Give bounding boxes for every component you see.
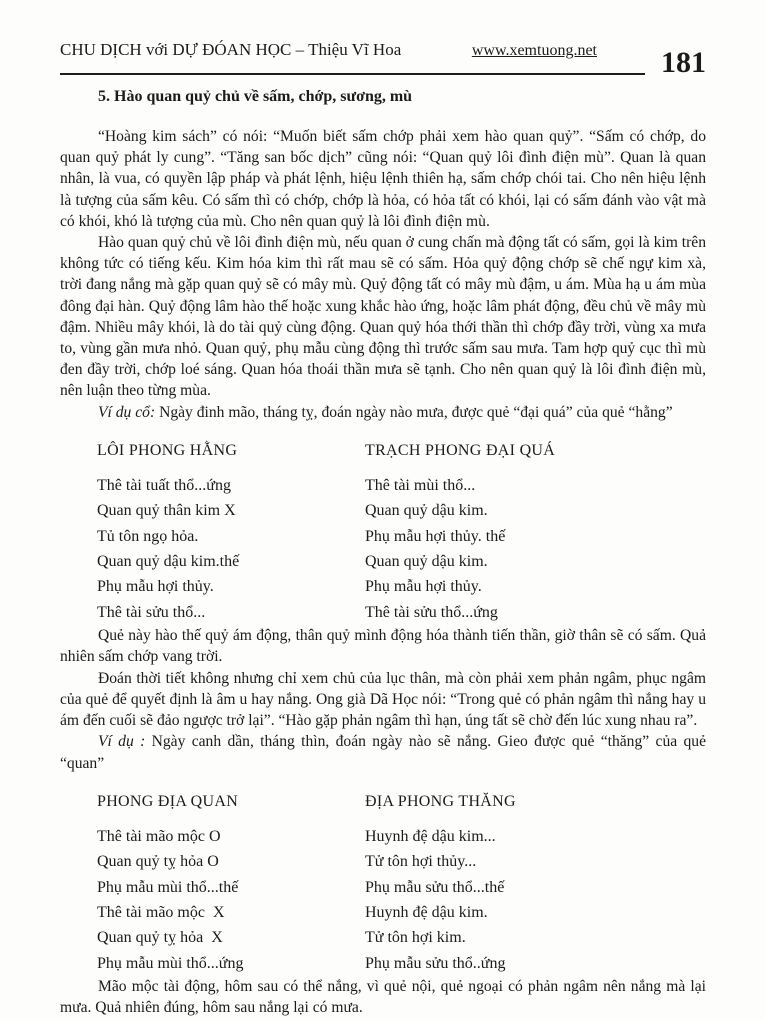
hexagram-column-right	[365, 442, 706, 625]
page-number: 181	[661, 45, 706, 79]
hexagram-title-left: LÔI PHONG HẰNG	[97, 441, 238, 459]
hexagram-title-right: ĐỊA PHONG THĂNG	[365, 792, 516, 810]
hexagram-title-left: PHONG ĐỊA QUAN	[97, 792, 239, 810]
hexagram-row: Thê tài tuất thổ...ứng	[97, 476, 231, 494]
hexagram-row: Phụ mẫu mùi thổ...ứng	[97, 954, 244, 972]
hexagram-row: Phụ mẫu sửu thổ..ứng	[365, 954, 506, 972]
book-title: CHU DỊCH với DỰ ĐÓAN HỌC – Thiệu Vĩ Hoa	[60, 40, 402, 59]
website-link[interactable]: www.xemtuong.net	[471, 42, 597, 59]
example-2-text: Ngày canh dần, tháng thìn, đoán ngày nào sẽ nắng. Gieo được quẻ “thăng” của quẻ “quan”	[60, 733, 706, 772]
body-paragraph-2: Hào quan quỷ chủ về lôi đình điện mù, nếu quan ở cung chấn mà động tất có sấm, gọi là kim trên không tức có tiếng kếu. Kim hóa kim thì rất mau sẽ có sấm. Hỏa quỷ động chớp sẽ chế ngự kim xà, trời đang nắng mà gặp quan quỷ sẽ có mây mù. Quỷ động tất có mây mù đậm, u ám. Mùa hạ u ám mùa đông đại hàn. Quỷ động lâm hào thế hoặc xung khắc hào ứng, hoặc lâm phát động, đều chủ về mây mù đậm. Nhiều mây khói, là do tài quỷ cùng động. Quan quỷ hóa thới thần thì chớp đầy trời, vùng xa mưa to, vùng gần mưa nhỏ. Quan quỷ, phụ mẫu cùng động thì trước sấm sau mưa. Tam hợp quỷ cục thì mù đen đầy trời, chớp loé sáng. Quan hóa thoái thần mưa sẽ tạnh. Cho nên quan quỷ là lôi đình điện mù, nên luận theo từng mùa.	[60, 234, 706, 400]
hexagram-row: Huynh đệ dậu kim...	[365, 827, 496, 845]
hexagram-row: Huynh đệ dậu kim.	[365, 903, 488, 921]
hexagram-row: Tử tôn hợi kim.	[365, 929, 466, 947]
hexagram-table-2	[97, 793, 706, 976]
hexagram-column-left	[97, 793, 365, 976]
hexagram-row: Quan quỷ tỵ hỏa X	[97, 929, 223, 947]
hexagram-row: Tủ tôn ngọ hỏa.	[97, 527, 199, 545]
hexagram-row: Thê tài mùi thổ...	[365, 476, 476, 494]
hexagram-row: Phụ mẫu hợi thủy.	[365, 578, 482, 596]
hexagram-row: Phụ mẫu mùi thổ...thế	[97, 878, 239, 896]
hexagram-title-right: TRẠCH PHONG ĐẠI QUÁ	[365, 441, 556, 459]
example-paragraph-2	[60, 731, 706, 773]
hexagram-column-right	[365, 793, 706, 976]
hexagram-row: Thê tài mão mộc X	[97, 903, 225, 921]
example-2-label: Ví dụ :	[98, 733, 146, 751]
header-rule	[60, 40, 645, 75]
example-1-label: Ví dụ cổ:	[98, 403, 156, 421]
hexagram-table-1	[97, 442, 706, 625]
body-paragraph-3: Quẻ này hào thế quỷ ám động, thân quỷ mình động hóa thành tiến thần, giờ thân sẽ có sấm. Quả nhiên sấm chớp vang trời.	[60, 627, 706, 666]
hexagram-row: Thê tài mão mộc O	[97, 827, 221, 845]
hexagram-row: Thê tài sửu thổ...ứng	[365, 603, 498, 621]
hexagram-row: Quan quỷ dậu kim.	[365, 502, 488, 520]
hexagram-row: Phụ mẫu hợi thủy. thế	[365, 527, 506, 545]
hexagram-column-left	[97, 442, 365, 625]
hexagram-row: Phụ mẫu sửu thổ...thế	[365, 878, 505, 896]
body-paragraph-5: Mão mộc tài động, hôm sau có thể nắng, vì quẻ nội, quẻ ngoại có phản ngâm nên nắng mà lại mưa. Quả nhiên đúng, hôm sau nắng lại có mưa.	[60, 978, 706, 1017]
body-paragraph-4: Đoán thời tiết không nhưng chỉ xem chủ của lục thân, mà còn phải xem phản ngâm, phục ngâm của quẻ để quyết định là âm u hay nắng. Ong già Dã Học nói: “Trong quẻ có phản ngâm thì nắng hay u ám đến cuối sẽ đảo ngược trở lại”. “Hào gặp phản ngâm thì hạn, úng tất sẽ chờ đến lúc xung nhau ra”.	[60, 669, 706, 730]
hexagram-row: Tử tôn hợi thủy...	[365, 853, 477, 871]
example-1-text: Ngày đinh mão, tháng tỵ, đoán ngày nào mưa, được quẻ “đại quá” của quẻ “hằng”	[155, 403, 673, 421]
hexagram-row: Phụ mẫu hợi thủy.	[97, 578, 214, 596]
hexagram-row: Thê tài sửu thổ...	[97, 603, 206, 621]
section-heading: 5. Hào quan quỷ chủ về sấm, chớp, sương, mù	[98, 88, 413, 105]
body-paragraph-1: “Hoàng kim sách” có nói: “Muốn biết sấm chớp phải xem hào quan quỷ”. “Sấm có chớp, do quan quỷ phát ly cung”. “Tăng san bốc dịch” cũng nói: “Quan quỷ lôi đình điện mù”. Quan là quan nhân, là vua, có quyền lập pháp và phát lệnh, hiệu lệnh thiên hạ, sấm chớp chói tai. Cho nên hiệu lệnh là tượng của sấm kêu. Có sấm thì có chớp, chớp là hỏa, có hỏa tất có khói, lại có sấm đánh vào vật mà có khói, khó là tượng của mù. Cho nên quan quỷ là lôi đình điện mù.	[60, 128, 706, 230]
page-header	[60, 40, 706, 79]
hexagram-row: Quan quỷ dậu kim.	[365, 553, 488, 571]
hexagram-row: Quan quỷ dậu kim.thế	[97, 553, 240, 571]
example-paragraph-1	[60, 402, 706, 423]
hexagram-row: Quan quỷ tỵ hỏa O	[97, 853, 219, 871]
hexagram-row: Quan quỷ thân kim X	[97, 502, 236, 520]
